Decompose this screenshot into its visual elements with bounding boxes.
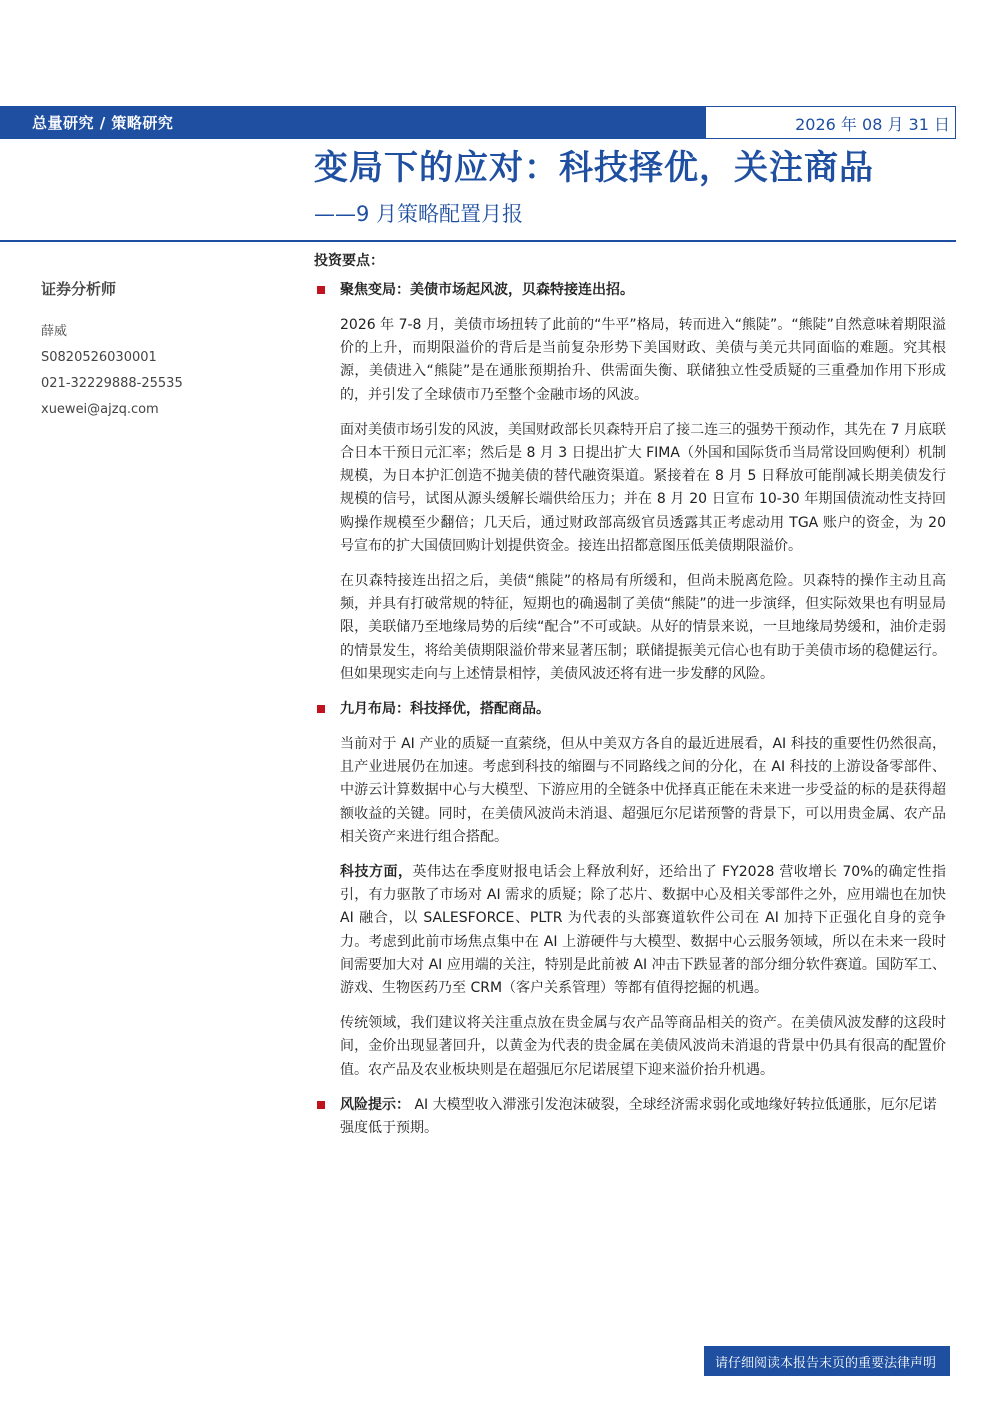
analyst-email[interactable]: xuewei@ajzq.com <box>41 402 159 417</box>
tech-text: 英伟达在季度财报电话会上释放利好，还给出了 FY2028 营收增长 70%的确定性指引，有力驱散了市场对 AI 需求的质疑；除了芯片、数据中心及相关零部件之外，应用端也在加快 AI 融合，以 SALESFORCE、PLTR 为代表的头部赛道软件公司在 AI 加持下正强化自身的竞争力。考虑到此前市场焦点集中在 AI 上游硬件与大模型、数据中心云服务领域，所以在未来一段时间需要加大对 AI 应用端的关注，特别是此前被 AI 冲击下跌显著的部分细分软件赛道。国防军工、游戏、生物医药乃至 CRM（客户关系管理）等都有值得挖掘的机遇。 <box>340 864 947 997</box>
report-title: 变局下的应对：科技择优，关注商品 <box>314 148 874 188</box>
bullet-square-icon <box>317 1101 325 1109</box>
legal-notice[interactable]: 请仔细阅读本报告末页的重要法律声明 <box>714 1356 936 1371</box>
bullet-label: 九月布局：科技择优，搭配商品。 <box>340 701 550 718</box>
report-subtitle: ——9 月策略配置月报 <box>314 202 524 226</box>
key-points-title: 投资要点： <box>314 253 384 269</box>
tech-label: 科技方面， <box>340 864 413 881</box>
bullet-square-icon <box>317 705 325 713</box>
risk-text: AI 大模型收入滞涨引发泡沫破裂，全球经济需求弱化或地缘好转拉低通胀，厄尔尼诺强度低于预期。 <box>340 1096 937 1136</box>
bullet-label: 风险提示： <box>340 1096 410 1113</box>
paragraph: 当前对于 AI 产业的质疑一直萦绕，但从中美双方各自的最近进展看，AI 科技的重要性仍然很高，且产业进展仍在加速。考虑到科技的缩圈与不同路线之间的分化，在 AI 科技的上游设备零部件、中游云计算数据中心与大模型、下游应用的全链条中优择真正能在未来进一步受益的标的是获得超额收益的关键。同时，在美债风波尚未消退、超强厄尔尼诺预警的背景下，可以用贵金属、农产品相关资产来进行组合搭配。 <box>340 736 946 845</box>
bullet-square-icon <box>317 286 325 294</box>
report-date: 2026 年 08 月 31 日 <box>795 115 950 134</box>
bullet-focus <box>314 279 946 302</box>
analyst-sidebar <box>41 278 281 423</box>
analyst-phone: 021-32229888-25535 <box>41 376 183 391</box>
key-points-section <box>314 250 946 1152</box>
department-label: 总量研究 / 策略研究 <box>32 114 174 132</box>
title-divider <box>0 240 956 242</box>
bullet-september <box>314 698 946 721</box>
paragraph-tech <box>340 861 946 1000</box>
paragraph: 2026 年 7-8 月，美债市场扭转了此前的“牛平”格局，转而进入“熊陡”。“熊陡”自然意味着期限溢价的上升，而期限溢价的背后是当前复杂形势下美国财政、美债与美元共同面临的难题。究其根源，美债进入“熊陡”是在通胀预期抬升、供需面失衡、联储独立性受质疑的三重叠加作用下形成的，并引发了全球债市乃至整个金融市场的风波。 <box>340 317 946 403</box>
bullet-label: 聚焦变局：美债市场起风波，贝森特接连出招。 <box>340 282 634 298</box>
analyst-name: 薛威 <box>41 324 68 339</box>
bullet-risk <box>314 1094 946 1140</box>
paragraph: 传统领域，我们建议将关注重点放在贵金属与农产品等商品相关的资产。在美债风波发酵的这段时间，金价出现显著回升，以黄金为代表的贵金属在美债风波尚未消退的背景中仍具有很高的配置价值。农产品及农业板块则是在超强厄尔尼诺展望下迎来溢价抬升机遇。 <box>340 1015 946 1078</box>
paragraph: 在贝森特接连出招之后，美债“熊陡”的格局有所缓和，但尚未脱离危险。贝森特的操作主动且高频，并具有打破常规的特征，短期也的确遏制了美债“熊陡”的进一步演绎，但实际效果也有明显局限，美联储乃至地缘局势的后续“配合”不可或缺。从好的情景来说，一旦地缘局势缓和，油价走弱的情景发生，将给美债期限溢价带来显著压制；联储提振美元信心也有助于美债市场的稳健运行。但如果现实走向与上述情景相悖，美债风波还将有进一步发酵的风险。 <box>340 573 946 682</box>
analyst-heading: 证券分析师 <box>41 280 117 298</box>
paragraph: 面对美债市场引发的风波，美国财政部长贝森特开启了接二连三的强势干预动作，其先在 7 月底联合日本干预日元汇率；然后是 8 月 3 日提出扩大 FIMA（外国和国际货币当局常设回购便利）机制规模，为日本护汇创造不抛美债的替代融资渠道。紧接着在 8 月 5 日释放可能削减长期美债发行规模的信号，试图从源头缓解长端供给压力；并在 8 月 20 日宣布 10-30 年期国债流动性支持回购操作规模至少翻倍；几天后，通过财政部高级官员透露其正考虑动用 TGA 账户的资金，为 20 号宣布的扩大国债回购计划提供资金。接连出招都意图压低美债期限溢价。 <box>340 421 946 554</box>
analyst-license: S0820526030001 <box>41 350 157 365</box>
